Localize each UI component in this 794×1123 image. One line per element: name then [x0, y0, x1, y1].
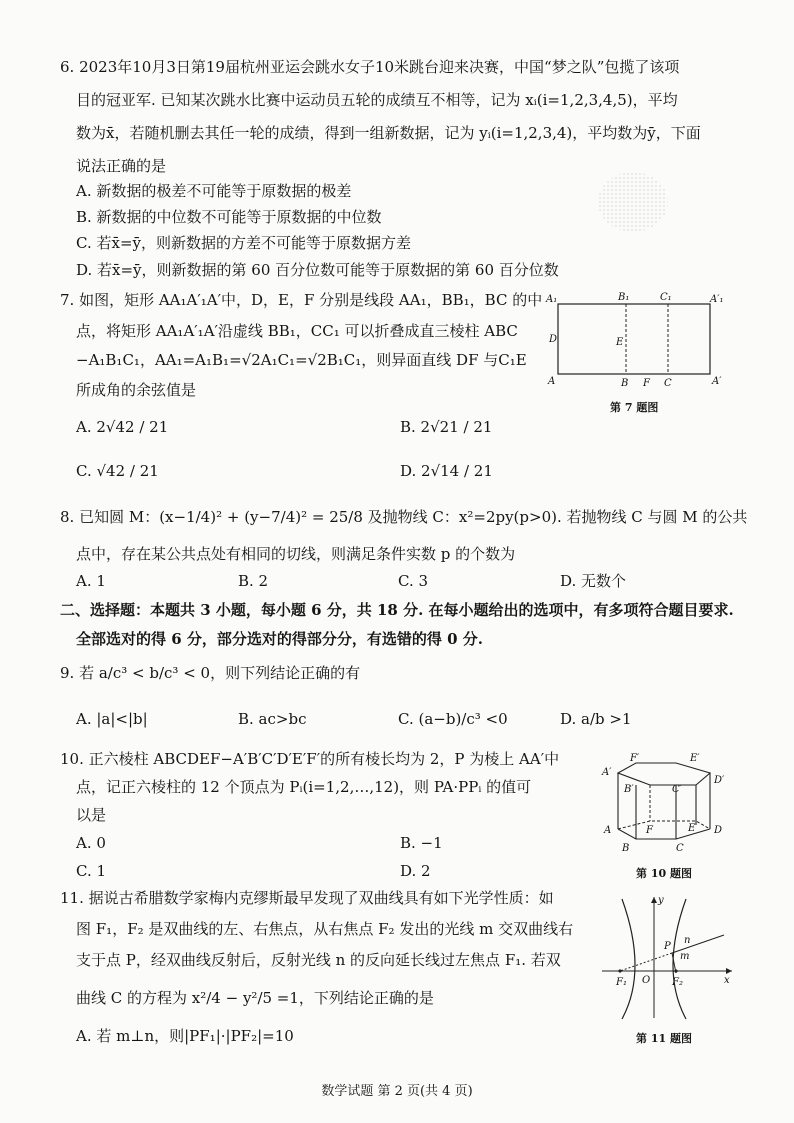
page-footer: 数学试题 第 2 页(共 4 页) — [321, 1084, 473, 1099]
q10-option-a: A. 0 — [76, 834, 106, 852]
q11-figure — [600, 893, 736, 1023]
q8-option-b: B. 2 — [238, 572, 269, 590]
q10-label-c: C — [676, 843, 684, 854]
q6-line-4: 说法正确的是 — [76, 157, 167, 175]
q10-bottom-front — [618, 829, 710, 839]
q11-left-branch — [622, 899, 635, 1019]
q7-rectangle — [558, 304, 710, 374]
q9-option-c: C. (a−b)/c³ <0 — [398, 710, 508, 728]
q8-line-1: 8. 已知圆 M：(x−1/4)² + (y−7/4)² = 25/8 及抛物线 C：x²=2py(p>0). 若抛物线 C 与圆 M 的公共 — [60, 508, 748, 526]
q10-figure — [596, 755, 736, 855]
q6-option-a: A. 新数据的极差不可能等于原数据的极差 — [76, 182, 352, 200]
q11-line-4: 曲线 C 的方程为 x²/4 − y²/5 =1，下列结论正确的是 — [76, 989, 434, 1007]
q7-figure-caption: 第 7 题图 — [610, 401, 659, 414]
q11-label-m: m — [680, 951, 690, 962]
scan-speckle — [598, 172, 668, 232]
q11-label-n: n — [684, 935, 691, 946]
q10-label-d: D — [714, 825, 723, 836]
q10-label-cprime: C′ — [672, 784, 682, 795]
q7-label-aprime: A′ — [712, 376, 722, 387]
q7-option-a: A. 2√42 / 21 — [76, 418, 169, 436]
section2-instructions: 全部选对的得 6 分，部分选对的得部分分，有选错的得 0 分. — [76, 630, 483, 648]
q10-label-eprime: E′ — [690, 753, 700, 764]
q7-line-3: −A₁B₁C₁，AA₁=A₁B₁=√2A₁C₁=√2B₁C₁，则异面直线 DF 与C₁E — [76, 351, 527, 369]
q10-label-e: E — [688, 823, 696, 834]
q11-line-1: 11. 据说古希腊数学家梅内克缪斯最早发现了双曲线具有如下光学性质：如 — [60, 889, 554, 907]
q7-label-a1prime: A′₁ — [710, 294, 724, 305]
q10-option-b: B. −1 — [400, 834, 443, 852]
q6-line-2: 目的冠亚军. 已知某次跳水比赛中运动员五轮的成绩互不相等，记为 xᵢ(i=1,2,3,4,5)，平均 — [76, 91, 678, 109]
q6-option-b: B. 新数据的中位数不可能等于原数据的中位数 — [76, 208, 382, 226]
q7-label-f: F — [643, 378, 650, 389]
q7-line-2: 点，将矩形 AA₁A′₁A′沿虚线 BB₁，CC₁ 可以折叠成直三棱柱 ABC — [76, 322, 518, 340]
q7-label-a: A — [548, 376, 556, 387]
q8-option-a: A. 1 — [76, 572, 106, 590]
q11-line-3: 支于点 P，经双曲线反射后，反射光线 n 的反向延长线过左焦点 F₁. 若双 — [76, 951, 561, 969]
q7-label-b1: B₁ — [618, 292, 630, 303]
q8-option-d: D. 无数个 — [560, 572, 627, 590]
q9-option-a: A. |a|<|b| — [76, 710, 148, 728]
q10-label-dprime: D′ — [714, 775, 725, 786]
q10-option-c: C. 1 — [76, 862, 107, 880]
q7-option-b: B. 2√21 / 21 — [400, 418, 493, 436]
q8-option-c: C. 3 — [398, 572, 429, 590]
q7-label-b: B — [621, 378, 629, 389]
q7-option-c: C. √42 / 21 — [76, 462, 159, 480]
q11-option-a: A. 若 m⊥n，则|PF₁|·|PF₂|=10 — [76, 1027, 294, 1045]
q8-line-2: 点中，存在某公共点处有相同的切线，则满足条件实数 p 的个数为 — [76, 545, 516, 563]
q9-stem: 9. 若 a/c³ < b/c³ < 0，则下列结论正确的有 — [60, 664, 361, 682]
q7-label-c: C — [664, 378, 672, 389]
q10-label-bprime: B′ — [624, 784, 634, 795]
q10-line-2: 点，记正六棱柱的 12 个顶点为 Pᵢ(i=1,2,…,12)，则 PA·PPᵢ 的值可 — [76, 778, 532, 796]
q7-label-e: E — [616, 337, 624, 348]
q10-line-1: 10. 正六棱柱 ABCDEF−A′B′C′D′E′F′的所有棱长均为 2，P 为棱上 AA′中 — [60, 750, 560, 768]
q7-label-d: D — [549, 334, 558, 345]
q11-label-p: P — [664, 941, 671, 952]
q9-option-b: B. ac>bc — [238, 710, 307, 728]
q11-extension — [620, 953, 672, 971]
q7-line-1: 7. 如图，矩形 AA₁A′₁A′中，D，E，F 分别是线段 AA₁，BB₁，BC 的中 — [60, 291, 543, 309]
q11-label-o: O — [642, 975, 651, 986]
q11-figure-caption: 第 11 题图 — [636, 1032, 692, 1045]
q6-option-c: C. 若x̄=ȳ，则新数据的方差不可能等于原数据方差 — [76, 234, 411, 252]
q10-label-b: B — [622, 843, 630, 854]
q7-line-4: 所成角的余弦值是 — [76, 381, 197, 399]
q10-top-hexagon — [618, 763, 710, 785]
q11-label-y: y — [658, 895, 664, 906]
section2-heading: 二、选择题：本题共 3 小题，每小题 6 分，共 18 分. 在每小题给出的选项中，有多项符合题目要求. — [60, 601, 734, 619]
q10-label-f: F — [646, 825, 653, 836]
q10-label-fprime: F′ — [630, 753, 640, 764]
q7-figure — [546, 290, 726, 390]
q11-label-f2: F₂ — [672, 977, 683, 988]
q10-label-aprime: A′ — [602, 767, 612, 778]
q9-option-d: D. a/b >1 — [560, 710, 632, 728]
q11-label-f1: F₁ — [616, 977, 627, 988]
q6-line-1: 6. 2023年10月3日第19届杭州亚运会跳水女子10米跳台迎来决赛，中国“梦之队”包揽了该项 — [60, 58, 680, 76]
q10-option-d: D. 2 — [400, 862, 431, 880]
q7-option-d: D. 2√14 / 21 — [400, 462, 493, 480]
q6-line-3: 数为x̄，若随机删去其任一轮的成绩，得到一组新数据，记为 yᵢ(i=1,2,3,4)，平均数为ȳ，下面 — [76, 124, 701, 142]
q10-label-a: A — [604, 825, 612, 836]
q10-line-3: 以是 — [76, 806, 107, 824]
q7-label-a1: A₁ — [546, 294, 558, 305]
q11-line-2: 图 F₁，F₂ 是双曲线的左、右焦点，从右焦点 F₂ 发出的光线 m 交双曲线右 — [76, 920, 574, 938]
q7-label-c1: C₁ — [660, 292, 672, 303]
q6-option-d: D. 若x̄=ȳ，则新数据的第 60 百分位数可能等于原数据的第 60 百分位数 — [76, 261, 559, 279]
q11-label-x: x — [724, 975, 730, 986]
q10-figure-caption: 第 10 题图 — [636, 867, 692, 880]
